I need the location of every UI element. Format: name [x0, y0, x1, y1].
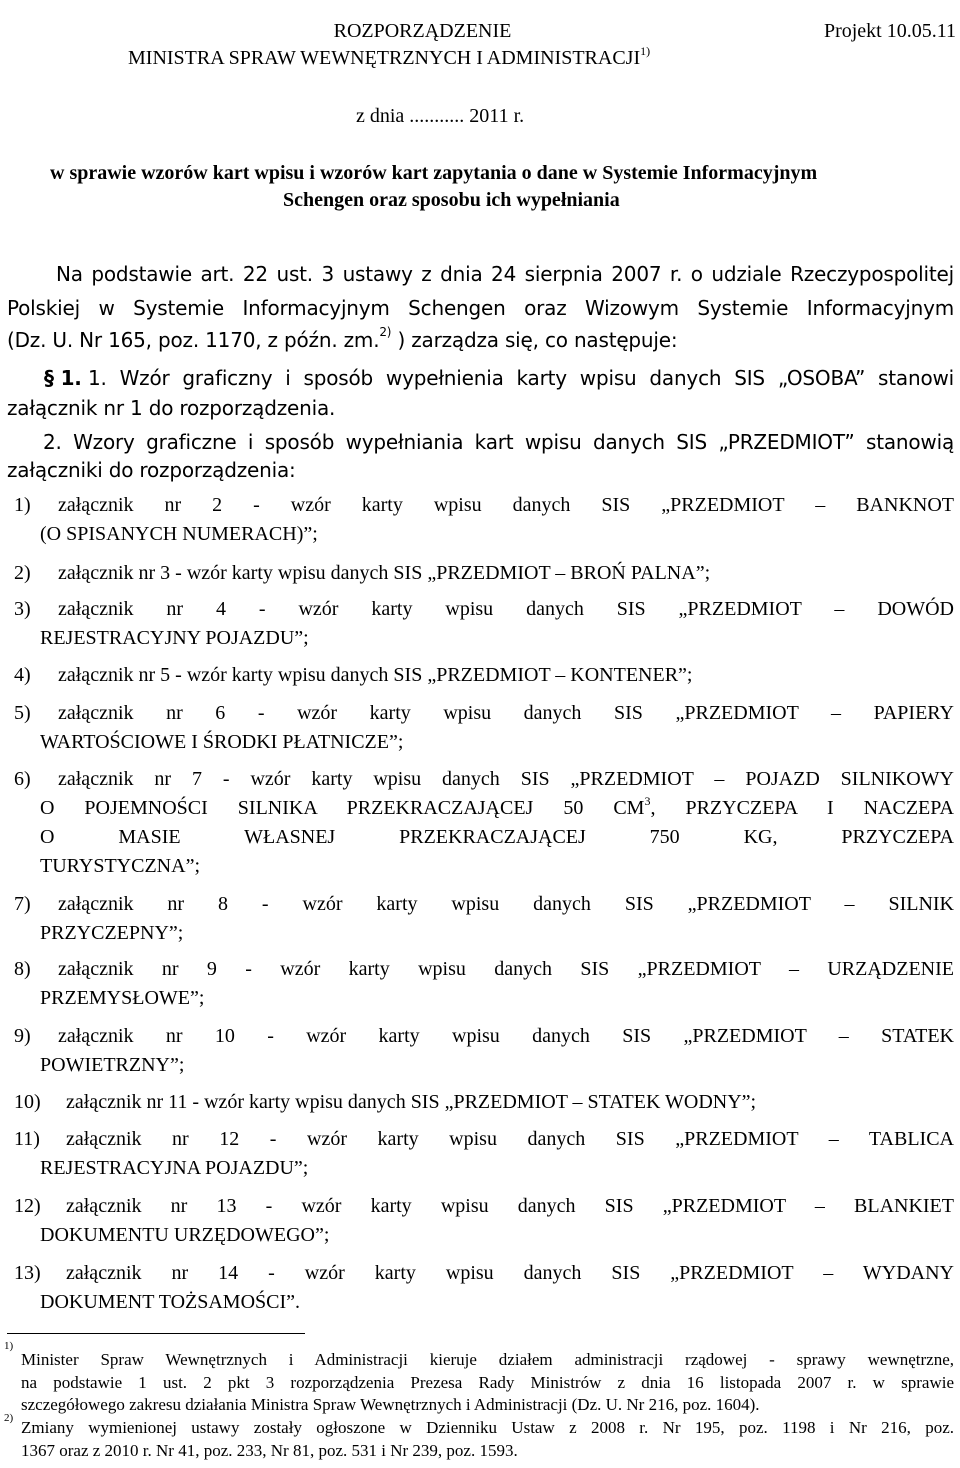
list-item-text: PRZEMYSŁOWE”;: [40, 987, 205, 1009]
list-item-line: [40, 855, 954, 878]
list-item-text: załącznik nr 13 - wzór karty wpisu danych SIS „PRZEDMIOT – BLANKIET: [66, 1195, 954, 1217]
title-line-2: [128, 44, 651, 70]
footnote-ref-1: 1): [640, 44, 651, 58]
list-item-line: [58, 768, 954, 791]
list-item-text: załącznik nr 9 - wzór karty wpisu danych SIS „PRZEDMIOT – URZĄDZENIE: [58, 958, 954, 980]
subject-line-1: w sprawie wzorów kart wpisu i wzorów kart zapytania o dane w Systemie Informacyjnym: [50, 162, 818, 184]
list-item-number: 1): [14, 494, 31, 516]
list-item-number: 4): [14, 664, 31, 686]
list-item-text: załącznik nr 11 - wzór karty wpisu danych SIS „PRZEDMIOT – STATEK WODNY”;: [66, 1091, 757, 1113]
list-item-line: [58, 494, 954, 517]
footnote-ref-2: 2): [379, 325, 392, 339]
footnote-1-mark: 1): [4, 1340, 14, 1352]
list-item-text: PRZYCZEPNY”;: [40, 922, 184, 944]
footnote-1-line-2: [21, 1373, 954, 1393]
date-line: z dnia ........... 2011 r.: [356, 105, 525, 127]
section-mark: § 1.: [44, 366, 82, 390]
subject-line-2: Schengen oraz sposobu ich wypełniania: [283, 189, 620, 211]
list-item-number: 7): [14, 893, 31, 915]
list-item-text: załącznik nr 10 - wzór karty wpisu danych SIS „PRZEDMIOT – STATEK: [58, 1025, 954, 1047]
list-item-line: [58, 1025, 954, 1048]
list-item-number: 6): [14, 768, 31, 790]
list-item-text: załącznik nr 4 - wzór karty wpisu danych SIS „PRZEDMIOT – DOWÓD: [58, 598, 954, 620]
list-item-line: [40, 1291, 954, 1314]
list-item-text: DOKUMENTU URZĘDOWEGO”;: [40, 1224, 330, 1246]
footnote-1-line-1: [21, 1350, 954, 1370]
list-item-text: (O SPISANYCH NUMERACH)”;: [40, 523, 318, 545]
list-item-text: DOKUMENT TOŻSAMOŚCI”.: [40, 1291, 301, 1313]
sec2-line-1: [43, 430, 954, 454]
list-item-number: 2): [14, 562, 31, 584]
list-item-line: [58, 598, 954, 621]
sec2-line-2: załączniki do rozporządzenia:: [7, 458, 296, 482]
list-item-text: załącznik nr 14 - wzór karty wpisu danych SIS „PRZEDMIOT – WYDANY: [66, 1262, 954, 1284]
list-item-number: 11): [14, 1128, 40, 1150]
list-item-line: [40, 1054, 954, 1077]
list-item-line: [58, 664, 954, 687]
list-item-text: O MASIE WŁASNEJ PRZEKRACZAJĄCEJ 750 KG, PRZYCZEPA: [40, 826, 954, 848]
superscript: 3: [644, 794, 651, 808]
list-item-text: załącznik nr 6 - wzór karty wpisu danych SIS „PRZEDMIOT – PAPIERY: [58, 702, 954, 724]
list-item-line: [66, 1091, 954, 1114]
list-item-number: 9): [14, 1025, 31, 1047]
footnote-2-line-1-text: Zmiany wymienionej ustawy zostały ogłoszone w Dzienniku Ustaw z 2008 r. Nr 195, poz. 1198 i Nr 216, poz.: [21, 1418, 954, 1437]
title-line-2-text: MINISTRA SPRAW WEWNĘTRZNYCH I ADMINISTRACJI: [128, 47, 641, 69]
sec1-line-1-text: 1. Wzór graficzny i sposób wypełnienia karty wpisu danych SIS „OSOBA” stanowi: [88, 366, 954, 390]
title-line-1: ROZPORZĄDZENIE: [333, 20, 512, 42]
footnote-1-line-2-text: na podstawie 1 ust. 2 pkt 3 rozporządzenia Prezesa Rady Ministrów z dnia 16 listopada 2007 r. w sprawie: [21, 1373, 954, 1392]
list-item-number: 5): [14, 702, 31, 724]
list-item-line: [40, 731, 954, 754]
footnote-1-line-3: szczegółowego zakresu działania Ministra Spraw Wewnętrznych i Administracji (Dz. U. Nr 216, poz. 1604).: [21, 1395, 760, 1414]
list-item-line: [58, 702, 954, 725]
list-item-number: 8): [14, 958, 31, 980]
list-item-text: [40, 794, 954, 820]
list-item-line: [58, 958, 954, 981]
list-item-text: POWIETRZNY”;: [40, 1054, 185, 1076]
list-item-fragment: O POJEMNOŚCI SILNIKA PRZEKRACZAJĄCEJ 50 CM: [40, 797, 645, 819]
list-item-text: załącznik nr 12 - wzór karty wpisu danych SIS „PRZEDMIOT – TABLICA: [66, 1128, 954, 1150]
list-item-number: 12): [14, 1195, 41, 1217]
preamble-line-3: [7, 325, 678, 352]
list-item-line: [40, 1224, 954, 1247]
preamble-line-3b: ) zarządza się, co następuje:: [391, 328, 678, 352]
list-item-number: 3): [14, 598, 31, 620]
list-item-text: REJESTRACYJNA POJAZDU”;: [40, 1157, 309, 1179]
list-item-text: załącznik nr 3 - wzór karty wpisu danych SIS „PRZEDMIOT – BROŃ PALNA”;: [58, 562, 711, 584]
list-item-text: WARTOŚCIOWE I ŚRODKI PŁATNICZE”;: [40, 731, 404, 753]
sec2-line-1-text: 2. Wzory graficzne i sposób wypełniania kart wpisu danych SIS „PRZEDMIOT” stanowią: [43, 430, 954, 454]
footnote-2-line-1: [21, 1418, 954, 1438]
list-item-text: załącznik nr 2 - wzór karty wpisu danych SIS „PRZEDMIOT – BANKNOT: [58, 494, 954, 516]
list-item-line: [66, 1262, 954, 1285]
list-item-text: załącznik nr 8 - wzór karty wpisu danych SIS „PRZEDMIOT – SILNIK: [58, 893, 954, 915]
list-item-number: 13): [14, 1262, 41, 1284]
list-item-text: załącznik nr 7 - wzór karty wpisu danych SIS „PRZEDMIOT – POJAZD SILNIKOWY: [58, 768, 954, 790]
preamble-line-2: [7, 296, 954, 320]
list-item-text: REJESTRACYJNY POJAZDU”;: [40, 627, 309, 649]
list-item-line: [58, 562, 954, 585]
list-item-line: [40, 627, 954, 650]
list-item-fragment: , PRZYCZEPA I NACZEPA: [650, 797, 954, 819]
list-item-line: [40, 922, 954, 945]
preamble-line-2-text: Polskiej w Systemie Informacyjnym Schengen oraz Wizowym Systemie Informacyjnym: [7, 296, 954, 320]
list-item-text: załącznik nr 5 - wzór karty wpisu danych SIS „PRZEDMIOT – KONTENER”;: [58, 664, 693, 686]
footnote-2-line-2: 1367 oraz z 2010 r. Nr 41, poz. 233, Nr 81, poz. 531 i Nr 239, poz. 1593.: [21, 1441, 518, 1460]
list-item-line: [66, 1128, 954, 1151]
sec1-line-1: [88, 366, 954, 390]
sec1-line-2: załącznik nr 1 do rozporządzenia.: [7, 396, 336, 420]
preamble-line-1-text: Na podstawie art. 22 ust. 3 ustawy z dnia 24 sierpnia 2007 r. o udziale Rzeczypospolitej: [56, 262, 954, 286]
list-item-line: [40, 1157, 954, 1180]
list-item-line: [40, 826, 954, 849]
project-stamp: Projekt 10.05.11: [823, 20, 956, 42]
list-item-number: 10): [14, 1091, 41, 1113]
list-item-line: [58, 893, 954, 916]
list-item-line: [40, 987, 954, 1010]
list-item-line: [40, 794, 954, 820]
preamble-line-3a: (Dz. U. Nr 165, poz. 1170, z późn. zm.: [7, 328, 380, 352]
footnote-1-line-1-text: Minister Spraw Wewnętrznych i Administracji kieruje działem administracji rządowej - sprawy wewnętrzne,: [21, 1350, 954, 1369]
footnote-separator: [7, 1333, 305, 1334]
list-item-line: [40, 523, 954, 546]
list-item-line: [66, 1195, 954, 1218]
footnote-2-mark: 2): [4, 1412, 14, 1424]
preamble-line-1: [56, 262, 954, 286]
list-item-text: TURYSTYCZNA”;: [40, 855, 200, 877]
